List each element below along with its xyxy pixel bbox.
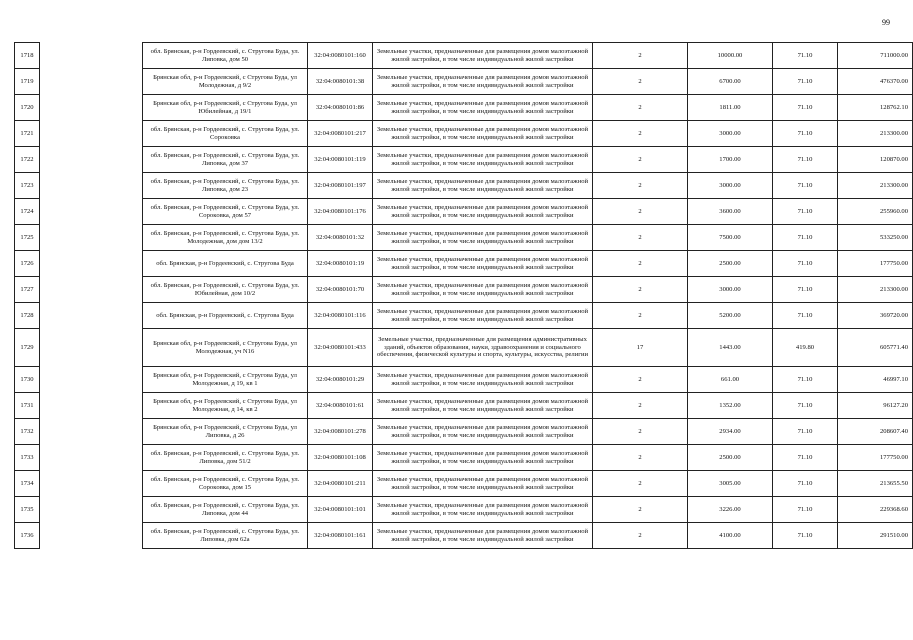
rate-cell: 71.10 xyxy=(773,393,838,419)
address-cell: Брянская обл, р-н Гордеевский, с Струговa Буда, ул Молодежная, уч N16 xyxy=(143,329,308,367)
cadastral-cost-cell: 213655.50 xyxy=(838,471,913,497)
category-cell: 2 xyxy=(593,173,688,199)
cadastral-number-cell: 32:04:0080101:86 xyxy=(308,95,373,121)
area-cell: 3600.00 xyxy=(688,199,773,225)
address-cell: обл. Брянская, р-н Гордеевский, с. Струговa Буда, ул. Липовка, дом 44 xyxy=(143,497,308,523)
address-cell: обл. Брянская, р-н Гордеевский, с. Струговa Буда, ул. Липовка, дом 37 xyxy=(143,147,308,173)
address-cell: обл. Брянская, р-н Гордеевский, с. Струговa Буда, ул. Юбилейная, дом 10/2 xyxy=(143,277,308,303)
row-number-row xyxy=(15,199,40,225)
land-use-description-cell: Земельные участки, предназначенные для размещения домов малоэтажной жилой застройки, в том числе индивидуальной жилой застройки xyxy=(373,367,593,393)
cadastral-cost-cell: 213300.00 xyxy=(838,173,913,199)
row-number: 1735 xyxy=(15,497,40,523)
row-number: 1722 xyxy=(15,147,40,173)
category-cell: 2 xyxy=(593,121,688,147)
rate-cell: 71.10 xyxy=(773,497,838,523)
row-number-row xyxy=(15,523,40,549)
land-use-description-cell: Земельные участки, предназначенные для размещения домов малоэтажной жилой застройки, в том числе индивидуальной жилой застройки xyxy=(373,225,593,251)
row-number-row xyxy=(15,367,40,393)
table-row xyxy=(143,367,913,393)
cadastral-number-cell: 32:04:0080101:160 xyxy=(308,43,373,69)
area-cell: 1443.00 xyxy=(688,329,773,367)
category-cell: 2 xyxy=(593,393,688,419)
rate-cell: 71.10 xyxy=(773,225,838,251)
row-number: 1726 xyxy=(15,251,40,277)
row-number-row xyxy=(15,173,40,199)
cadastral-number-cell: 32:04:0080101:211 xyxy=(308,471,373,497)
cadastral-cost-cell: 476370.00 xyxy=(838,69,913,95)
address-cell: Брянская обл, р-н Гордеевский, с Струговa Буда, ул Молодежная, д 9/2 xyxy=(143,69,308,95)
table-row xyxy=(143,95,913,121)
address-cell: обл. Брянская, р-н Гордеевский, с. Струговa Буда, ул. Липовка, дом 23 xyxy=(143,173,308,199)
rate-cell: 71.10 xyxy=(773,173,838,199)
row-number-row xyxy=(15,277,40,303)
row-number-row xyxy=(15,419,40,445)
rate-cell: 71.10 xyxy=(773,147,838,173)
table-row xyxy=(143,471,913,497)
rate-cell: 71.10 xyxy=(773,367,838,393)
row-number-row xyxy=(15,95,40,121)
category-cell: 2 xyxy=(593,497,688,523)
cadastral-number-cell: 32:04:0080101:217 xyxy=(308,121,373,147)
area-cell: 2934.00 xyxy=(688,419,773,445)
table-row xyxy=(143,393,913,419)
cadastral-number-cell: 32:04:0080101:32 xyxy=(308,225,373,251)
row-number-row xyxy=(15,445,40,471)
row-number: 1729 xyxy=(15,329,40,367)
land-use-description-cell: Земельные участки, предназначенные для размещения домов малоэтажной жилой застройки, в том числе индивидуальной жилой застройки xyxy=(373,471,593,497)
cadastral-cost-cell: 46997.10 xyxy=(838,367,913,393)
category-cell: 2 xyxy=(593,367,688,393)
land-use-description-cell: Земельные участки, предназначенные для размещения домов малоэтажной жилой застройки, в том числе индивидуальной жилой застройки xyxy=(373,497,593,523)
rate-cell: 71.10 xyxy=(773,277,838,303)
area-cell: 6700.00 xyxy=(688,69,773,95)
cadastral-number-cell: 32:04:0080101:433 xyxy=(308,329,373,367)
land-use-description-cell: Земельные участки, предназначенные для размещения домов малоэтажной жилой застройки, в том числе индивидуальной жилой застройки xyxy=(373,69,593,95)
address-cell: обл. Брянская, р-н Гордеевский, с. Струговa Буда xyxy=(143,303,308,329)
rate-cell: 71.10 xyxy=(773,43,838,69)
row-number-row xyxy=(15,43,40,69)
table-row xyxy=(143,329,913,367)
land-use-description-cell: Земельные участки, предназначенные для размещения домов малоэтажной жилой застройки, в том числе индивидуальной жилой застройки xyxy=(373,147,593,173)
address-cell: обл. Брянская, р-н Гордеевский, с. Струговa Буда, ул. Липовка, дом 62а xyxy=(143,523,308,549)
category-cell: 2 xyxy=(593,303,688,329)
row-number: 1734 xyxy=(15,471,40,497)
table-row xyxy=(143,445,913,471)
cadastral-number-cell: 32:04:0080101:197 xyxy=(308,173,373,199)
category-cell: 2 xyxy=(593,95,688,121)
area-cell: 3000.00 xyxy=(688,277,773,303)
cadastral-number-cell: 32:04:0080101:19 xyxy=(308,251,373,277)
area-cell: 1700.00 xyxy=(688,147,773,173)
row-number: 1728 xyxy=(15,303,40,329)
land-use-description-cell: Земельные участки, предназначенные для размещения домов малоэтажной жилой застройки, в том числе индивидуальной жилой застройки xyxy=(373,419,593,445)
row-number: 1736 xyxy=(15,523,40,549)
land-use-description-cell: Земельные участки, предназначенные для размещения домов малоэтажной жилой застройки, в том числе индивидуальной жилой застройки xyxy=(373,393,593,419)
category-cell: 2 xyxy=(593,251,688,277)
land-use-description-cell: Земельные участки, предназначенные для размещения домов малоэтажной жилой застройки, в том числе индивидуальной жилой застройки xyxy=(373,121,593,147)
cadastral-cost-cell: 229368.60 xyxy=(838,497,913,523)
land-use-description-cell: Земельные участки, предназначенные для размещения домов малоэтажной жилой застройки, в том числе индивидуальной жилой застройки xyxy=(373,277,593,303)
table-row xyxy=(143,251,913,277)
address-cell: Брянская обл, р-н Гордеевский, с Струговa Буда, ул Молодежная, д 14, кв 2 xyxy=(143,393,308,419)
land-use-description-cell: Земельные участки, предназначенные для размещения домов малоэтажной жилой застройки, в том числе индивидуальной жилой застройки xyxy=(373,251,593,277)
area-cell: 5200.00 xyxy=(688,303,773,329)
table-row xyxy=(143,43,913,69)
row-number-column xyxy=(14,42,40,549)
cadastral-cost-cell: 533250.00 xyxy=(838,225,913,251)
row-number: 1733 xyxy=(15,445,40,471)
category-cell: 2 xyxy=(593,69,688,95)
land-use-description-cell: Земельные участки, предназначенные для размещения домов малоэтажной жилой застройки, в том числе индивидуальной жилой застройки xyxy=(373,523,593,549)
area-cell: 3000.00 xyxy=(688,121,773,147)
address-cell: обл. Брянская, р-н Гордеевский, с. Струговa Буда, ул. Сорокoвка, дом 15 xyxy=(143,471,308,497)
rate-cell: 71.10 xyxy=(773,445,838,471)
land-use-description-cell: Земельные участки, предназначенные для размещения домов малоэтажной жилой застройки, в том числе индивидуальной жилой застройки xyxy=(373,43,593,69)
cadastral-cost-cell: 605771.40 xyxy=(838,329,913,367)
row-number-row xyxy=(15,121,40,147)
address-cell: обл. Брянская, р-н Гордеевский, с. Струговa Буда, ул. Липовка, дом 51/2 xyxy=(143,445,308,471)
cadastral-number-cell: 32:04:0080101:70 xyxy=(308,277,373,303)
address-cell: обл. Брянская, р-н Гордеевский, с. Струговa Буда, ул. Липовка, дом 50 xyxy=(143,43,308,69)
cadastral-cost-cell: 711000.00 xyxy=(838,43,913,69)
row-number: 1727 xyxy=(15,277,40,303)
row-number: 1730 xyxy=(15,367,40,393)
table-row xyxy=(143,69,913,95)
land-use-description-cell: Земельные участки, предназначенные для размещения домов малоэтажной жилой застройки, в том числе индивидуальной жилой застройки xyxy=(373,445,593,471)
rate-cell: 71.10 xyxy=(773,251,838,277)
land-use-description-cell: Земельные участки, предназначенные для размещения домов малоэтажной жилой застройки, в том числе индивидуальной жилой застройки xyxy=(373,303,593,329)
area-cell: 10000.00 xyxy=(688,43,773,69)
rate-cell: 71.10 xyxy=(773,121,838,147)
cadastral-cost-cell: 120870.00 xyxy=(838,147,913,173)
category-cell: 2 xyxy=(593,225,688,251)
row-number: 1731 xyxy=(15,393,40,419)
rate-cell: 71.10 xyxy=(773,199,838,225)
cadastral-number-cell: 32:04:0080101:108 xyxy=(308,445,373,471)
cadastral-number-cell: 32:04:0080101:29 xyxy=(308,367,373,393)
rate-cell: 71.10 xyxy=(773,69,838,95)
land-plots-table xyxy=(142,42,913,549)
rate-cell: 71.10 xyxy=(773,523,838,549)
table-row xyxy=(143,121,913,147)
row-number: 1723 xyxy=(15,173,40,199)
area-cell: 3005.00 xyxy=(688,471,773,497)
area-cell: 2500.00 xyxy=(688,251,773,277)
row-number: 1721 xyxy=(15,121,40,147)
rate-cell: 71.10 xyxy=(773,471,838,497)
table-row xyxy=(143,523,913,549)
table-row xyxy=(143,199,913,225)
table-row xyxy=(143,419,913,445)
row-number: 1732 xyxy=(15,419,40,445)
category-cell: 2 xyxy=(593,277,688,303)
row-number-row xyxy=(15,251,40,277)
address-cell: Брянская обл, р-н Гордеевский, с Струговa Буда, ул Молодежная, д 19, кв 1 xyxy=(143,367,308,393)
cadastral-number-cell: 32:04:0080101:116 xyxy=(308,303,373,329)
category-cell: 2 xyxy=(593,147,688,173)
row-number: 1720 xyxy=(15,95,40,121)
cadastral-number-cell: 32:04:0080101:278 xyxy=(308,419,373,445)
cadastral-cost-cell: 291510.00 xyxy=(838,523,913,549)
category-cell: 17 xyxy=(593,329,688,367)
cadastral-cost-cell: 213300.00 xyxy=(838,277,913,303)
land-use-description-cell: Земельные участки, предназначенные для размещения домов малоэтажной жилой застройки, в том числе индивидуальной жилой застройки xyxy=(373,95,593,121)
row-number-row xyxy=(15,69,40,95)
table-row xyxy=(143,277,913,303)
area-cell: 3000.00 xyxy=(688,173,773,199)
rate-cell: 71.10 xyxy=(773,303,838,329)
address-cell: Брянская обл, р-н Гордеевский, с Струговa Буда, ул Юбилейная, д 19/1 xyxy=(143,95,308,121)
row-number-row xyxy=(15,497,40,523)
category-cell: 2 xyxy=(593,471,688,497)
area-cell: 4100.00 xyxy=(688,523,773,549)
row-number-row xyxy=(15,147,40,173)
address-cell: обл. Брянская, р-н Гордеевский, с. Струговa Буда xyxy=(143,251,308,277)
land-use-description-cell: Земельные участки, предназначенные для размещения административных зданий, объектов образования, науки, здравоохранения и социального обеспечения, физической культуры и спорта, культуры, искусства, религии xyxy=(373,329,593,367)
row-number-row xyxy=(15,225,40,251)
area-cell: 1352.00 xyxy=(688,393,773,419)
rate-cell: 419.80 xyxy=(773,329,838,367)
cadastral-cost-cell: 96127.20 xyxy=(838,393,913,419)
area-cell: 7500.00 xyxy=(688,225,773,251)
table-row xyxy=(143,225,913,251)
cadastral-number-cell: 32:04:0080101:119 xyxy=(308,147,373,173)
row-number: 1718 xyxy=(15,43,40,69)
cadastral-cost-cell: 213300.00 xyxy=(838,121,913,147)
area-cell: 3226.00 xyxy=(688,497,773,523)
row-number: 1724 xyxy=(15,199,40,225)
cadastral-cost-cell: 255960.00 xyxy=(838,199,913,225)
address-cell: обл. Брянская, р-н Гордеевский, с. Струговa Буда, ул. Сорокoвка, дом 57 xyxy=(143,199,308,225)
table-row xyxy=(143,303,913,329)
category-cell: 2 xyxy=(593,445,688,471)
cadastral-number-cell: 32:04:0080101:161 xyxy=(308,523,373,549)
table-row xyxy=(143,147,913,173)
address-cell: обл. Брянская, р-н Гордеевский, с. Струговa Буда, ул. Сорокoвка xyxy=(143,121,308,147)
page-number: 99 xyxy=(882,18,890,27)
category-cell: 2 xyxy=(593,419,688,445)
cadastral-number-cell: 32:04:0080101:176 xyxy=(308,199,373,225)
row-number-row xyxy=(15,393,40,419)
area-cell: 1811.00 xyxy=(688,95,773,121)
area-cell: 2500.00 xyxy=(688,445,773,471)
row-number: 1719 xyxy=(15,69,40,95)
land-use-description-cell: Земельные участки, предназначенные для размещения домов малоэтажной жилой застройки, в том числе индивидуальной жилой застройки xyxy=(373,173,593,199)
category-cell: 2 xyxy=(593,43,688,69)
cadastral-number-cell: 32:04:0080101:38 xyxy=(308,69,373,95)
cadastral-number-cell: 32:04:0080101:61 xyxy=(308,393,373,419)
cadastral-cost-cell: 128762.10 xyxy=(838,95,913,121)
land-use-description-cell: Земельные участки, предназначенные для размещения домов малоэтажной жилой застройки, в том числе индивидуальной жилой застройки xyxy=(373,199,593,225)
row-number: 1725 xyxy=(15,225,40,251)
category-cell: 2 xyxy=(593,523,688,549)
cadastral-number-cell: 32:04:0080101:101 xyxy=(308,497,373,523)
cadastral-cost-cell: 369720.00 xyxy=(838,303,913,329)
row-number-row xyxy=(15,329,40,367)
cadastral-cost-cell: 177750.00 xyxy=(838,251,913,277)
row-number-row xyxy=(15,471,40,497)
cadastral-cost-cell: 208607.40 xyxy=(838,419,913,445)
address-cell: Брянская обл, р-н Гордеевский, с Струговa Буда, ул Липовка, д 26 xyxy=(143,419,308,445)
table-row xyxy=(143,497,913,523)
area-cell: 661.00 xyxy=(688,367,773,393)
category-cell: 2 xyxy=(593,199,688,225)
row-number-row xyxy=(15,303,40,329)
table-row xyxy=(143,173,913,199)
rate-cell: 71.10 xyxy=(773,419,838,445)
cadastral-cost-cell: 177750.00 xyxy=(838,445,913,471)
address-cell: обл. Брянская, р-н Гордеевский, с. Струговa Буда, ул. Молодежная, дом дом 13/2 xyxy=(143,225,308,251)
rate-cell: 71.10 xyxy=(773,95,838,121)
